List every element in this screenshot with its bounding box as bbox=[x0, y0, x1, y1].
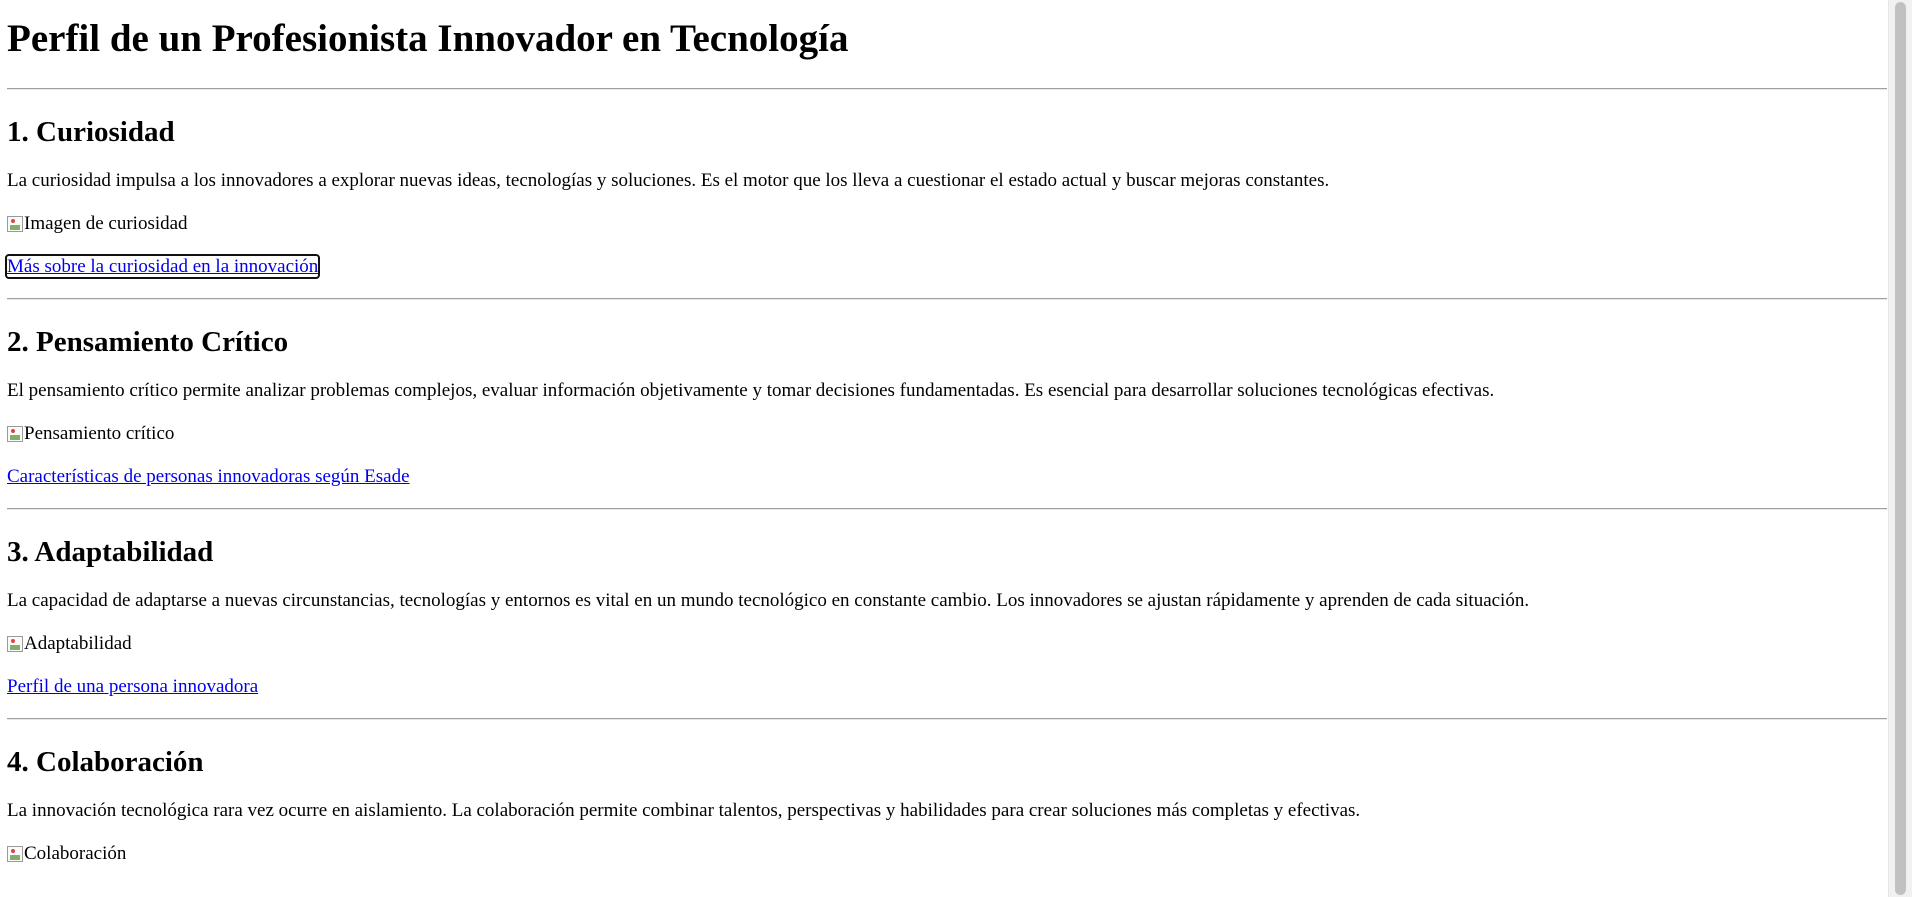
image-alt-text: Adaptabilidad bbox=[24, 633, 132, 654]
image-alt-text: Imagen de curiosidad bbox=[24, 213, 188, 234]
image-adaptabilidad bbox=[7, 632, 1888, 655]
section-heading: 3. Adaptabilidad bbox=[7, 536, 214, 568]
image-curiosidad bbox=[7, 212, 1888, 235]
broken-image-icon bbox=[7, 426, 23, 442]
section-description: El pensamiento crítico permite analizar problemas complejos, evaluar información objetivamente y tomar decisiones fundamentadas. Es esencial para desarrollar soluciones tecnológicas efectivas. bbox=[7, 380, 1495, 401]
image-colaboracion bbox=[7, 842, 1888, 865]
section-curiosidad bbox=[7, 90, 1888, 300]
link-perfil-persona-innovadora[interactable]: Perfil de una persona innovadora bbox=[7, 676, 259, 697]
link-caracteristicas-esade[interactable]: Características de personas innovadoras según Esade bbox=[7, 466, 410, 487]
section-adaptabilidad bbox=[7, 510, 1888, 720]
section-colaboracion bbox=[7, 720, 1888, 865]
image-alt-text: Pensamiento crítico bbox=[24, 423, 175, 444]
vertical-scrollbar[interactable] bbox=[1888, 0, 1912, 897]
broken-image-icon bbox=[7, 216, 23, 232]
section-heading: 4. Colaboración bbox=[7, 746, 204, 778]
image-alt-text: Colaboración bbox=[24, 843, 127, 864]
section-pensamiento-critico bbox=[7, 300, 1888, 510]
section-description: La curiosidad impulsa a los innovadores a explorar nuevas ideas, tecnologías y soluciones. Es el motor que los lleva a cuestionar el estado actual y buscar mejoras constantes. bbox=[7, 170, 1330, 191]
section-heading: 2. Pensamiento Crítico bbox=[7, 326, 289, 358]
page-title: Perfil de un Profesionista Innovador en Tecnología bbox=[7, 17, 849, 60]
broken-image-icon bbox=[7, 636, 23, 652]
section-heading: 1. Curiosidad bbox=[7, 116, 175, 148]
section-description: La capacidad de adaptarse a nuevas circunstancias, tecnologías y entornos es vital en un mundo tecnológico en constante cambio. Los innovadores se ajustan rápidamente y aprenden de cada situación. bbox=[7, 590, 1530, 611]
broken-image-icon bbox=[7, 846, 23, 862]
section-description: La innovación tecnológica rara vez ocurre en aislamiento. La colaboración permite combinar talentos, perspectivas y habilidades para crear soluciones más completas y efectivas. bbox=[7, 800, 1361, 821]
image-pensamiento-critico bbox=[7, 422, 1888, 445]
link-curiosidad-innovacion[interactable]: Más sobre la curiosidad en la innovación bbox=[7, 256, 319, 277]
scrollbar-thumb[interactable] bbox=[1895, 2, 1906, 895]
